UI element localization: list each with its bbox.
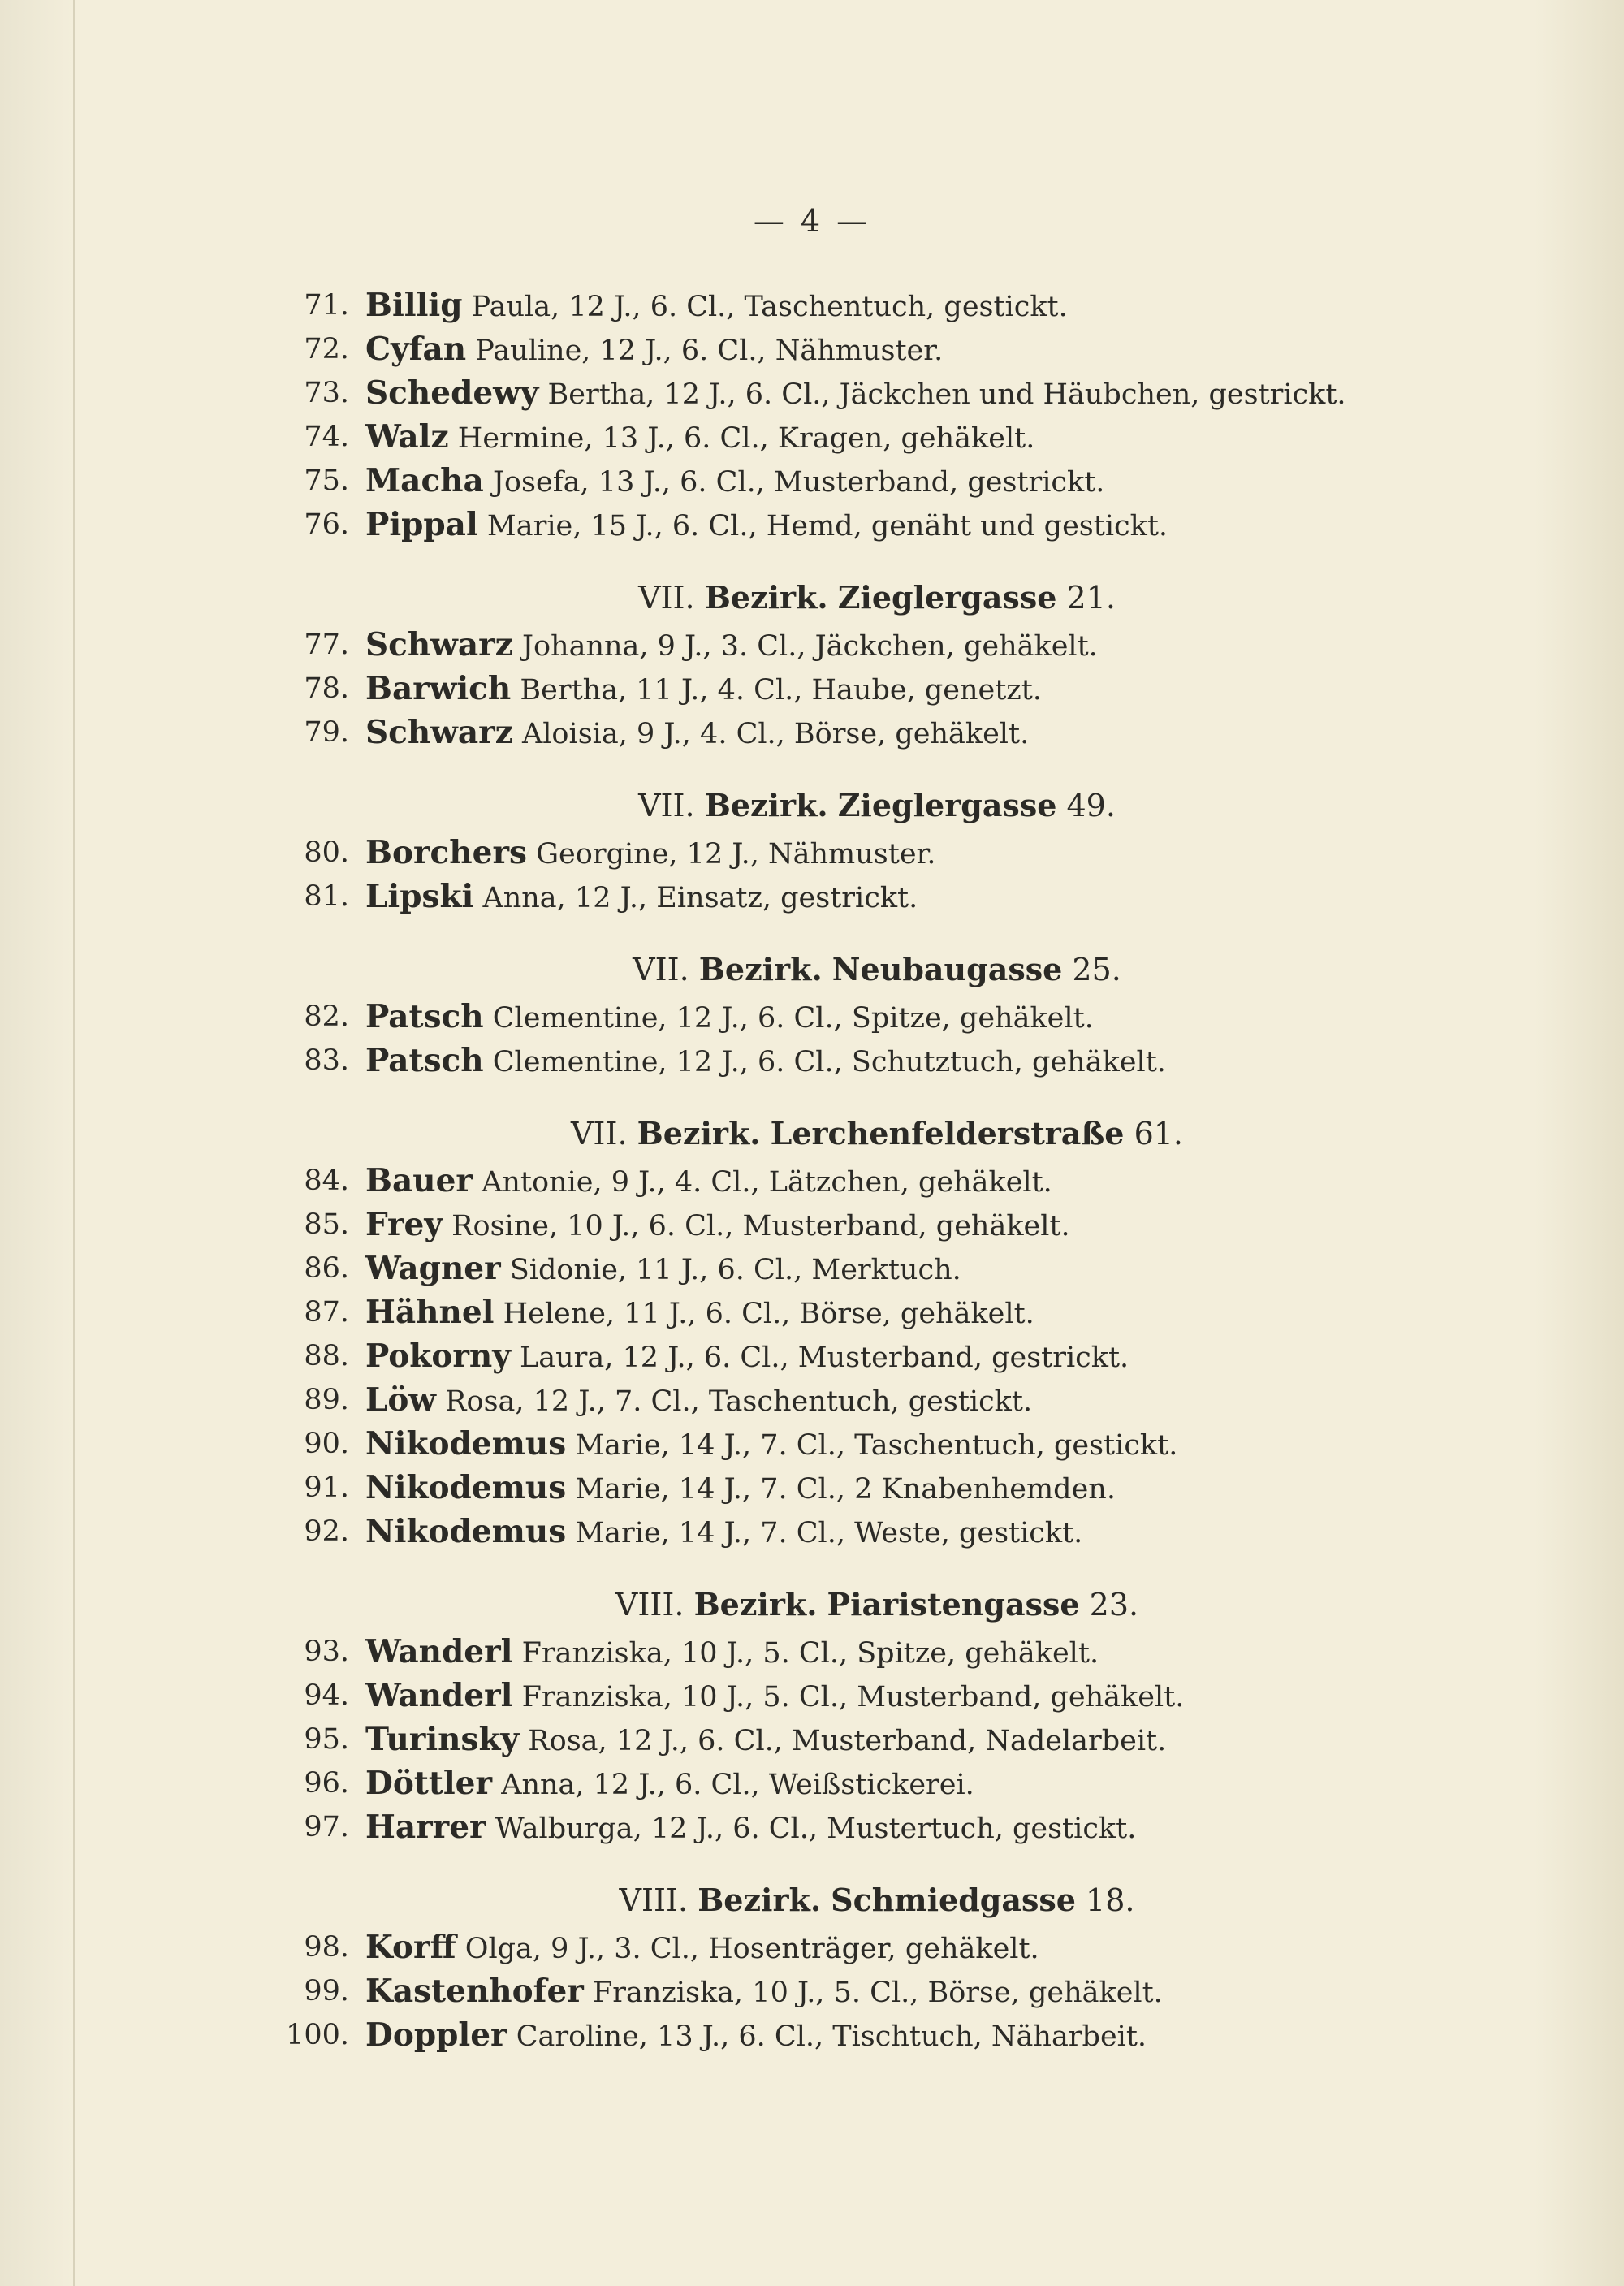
list-item [304,832,1437,875]
entry-number: 80. [304,836,349,869]
entry-surname: Macha [365,462,484,499]
heading-number: 61. [1134,1116,1183,1152]
entry-number: 72. [304,333,349,365]
heading-district: VIII. [619,1882,689,1918]
entry-number: 86. [304,1252,349,1285]
entry-number: 71. [304,289,349,322]
entry-number: 74. [304,421,349,453]
heading-bezirk: Bezirk. [704,787,828,823]
entry-details: Anna, 12 J., Einsatz, gestrickt. [482,882,918,914]
heading-street: Schmiedgasse [831,1882,1076,1918]
entry-details: Olga, 9 J., 3. Cl., Hosenträger, gehäkelt. [464,1933,1039,1965]
district-heading [365,1111,1437,1156]
entry-number: 95. [304,1723,349,1756]
heading-street: Zieglergasse [837,579,1057,616]
entry-details: Marie, 14 J., 7. Cl., Weste, gestickt. [575,1517,1083,1549]
entry-surname: Frey [365,1206,443,1243]
list-item [304,1247,1437,1291]
entry-details: Anna, 12 J., 6. Cl., Weißstickerei. [501,1769,974,1801]
entry-details: Marie, 14 J., 7. Cl., 2 Knabenhemden. [575,1473,1116,1506]
document-body [286,284,1437,2058]
entry-details: Laura, 12 J., 6. Cl., Musterband, gestrickt. [520,1342,1129,1374]
entry-number: 79. [304,716,349,749]
district-heading [365,1878,1437,1923]
list-item [304,1335,1437,1379]
list-item [304,1675,1437,1718]
list-item [304,624,1437,668]
entry-surname: Hähnel [365,1294,495,1331]
entry-details: Hermine, 13 J., 6. Cl., Kragen, gehäkelt. [457,422,1035,455]
list-item [304,1423,1437,1467]
entry-details: Antonie, 9 J., 4. Cl., Lätzchen, gehäkelt. [482,1166,1052,1199]
list-item [304,1510,1437,1554]
entry-number: 83. [304,1044,349,1077]
heading-bezirk: Bezirk. [637,1115,761,1152]
heading-bezirk: Bezirk. [698,951,823,987]
list-item [304,1203,1437,1247]
entry-surname: Bauer [365,1162,473,1199]
entry-number: 89. [304,1384,349,1416]
entry-details: Georgine, 12 J., Nähmuster. [536,838,936,871]
entry-details: Pauline, 12 J., 6. Cl., Nähmuster. [475,335,944,367]
entry-number: 77. [304,629,349,661]
list-item [304,416,1437,460]
entry-number: 81. [304,880,349,913]
list-item [304,1467,1437,1510]
heading-number: 49. [1066,788,1116,823]
entry-number: 98. [304,1931,349,1964]
heading-district: VII. [633,952,689,987]
entry-details: Bertha, 11 J., 4. Cl., Haube, genetzt. [520,674,1042,707]
district-heading [365,947,1437,992]
heading-bezirk: Bezirk. [698,1882,822,1918]
entry-surname: Wagner [365,1250,501,1287]
entry-number: 88. [304,1340,349,1372]
page-number: — 4 — [753,203,871,239]
entry-details: Clementine, 12 J., 6. Cl., Spitze, gehäkelt. [492,1002,1094,1035]
entry-details: Caroline, 13 J., 6. Cl., Tischtuch, Näharbeit. [516,2020,1147,2053]
entry-surname: Doppler [365,2016,508,2054]
entry-details: Marie, 15 J., 6. Cl., Hemd, genäht und gestickt. [486,510,1168,542]
entry-surname: Barwich [365,670,512,707]
entry-details: Walburga, 12 J., 6. Cl., Mustertuch, gestickt. [495,1813,1137,1845]
entry-surname: Patsch [365,998,484,1035]
entry-details: Sidonie, 11 J., 6. Cl., Merktuch. [509,1254,961,1286]
heading-number: 23. [1089,1587,1139,1623]
entry-surname: Borchers [365,834,527,871]
district-heading [365,783,1437,828]
entry-surname: Wanderl [365,1677,513,1714]
entry-details: Rosine, 10 J., 6. Cl., Musterband, gehäkelt. [451,1210,1070,1242]
entry-surname: Wanderl [365,1633,513,1670]
entry-details: Rosa, 12 J., 6. Cl., Musterband, Nadelarbeit. [528,1725,1167,1757]
entry-number: 99. [304,1975,349,2007]
list-item [304,284,1437,328]
list-item [304,711,1437,755]
entry-details: Aloisia, 9 J., 4. Cl., Börse, gehäkelt. [521,718,1030,750]
list-item [304,328,1437,372]
entry-number: 75. [304,465,349,497]
heading-district: VII. [570,1116,628,1152]
entry-surname: Cyfan [365,331,467,368]
heading-street: Zieglergasse [837,787,1057,823]
heading-number: 18. [1086,1882,1135,1918]
entry-number: 84. [304,1165,349,1197]
entry-details: Paula, 12 J., 6. Cl., Taschentuch, gestickt. [471,291,1068,323]
entry-surname: Pokorny [365,1337,511,1375]
list-item [304,1806,1437,1850]
entry-number: 94. [304,1679,349,1712]
list-item [304,875,1437,919]
heading-number: 21. [1066,580,1116,616]
heading-district: VIII. [615,1587,685,1623]
entry-number: 97. [304,1811,349,1843]
heading-district: VII. [638,788,695,823]
entry-surname: Billig [365,287,463,324]
entry-surname: Kastenhofer [365,1973,584,2010]
entry-number: 96. [304,1767,349,1800]
heading-number: 25. [1072,952,1121,987]
list-item [304,1762,1437,1806]
list-item [304,1926,1437,1970]
list-item [304,1631,1437,1675]
list-item [286,2014,1437,2058]
list-item [304,372,1437,416]
entry-number: 73. [304,377,349,409]
list-item [304,460,1437,503]
entry-number: 91. [304,1471,349,1504]
entry-surname: Patsch [365,1042,484,1079]
entry-surname: Döttler [365,1765,493,1802]
list-item [304,1970,1437,2014]
entry-number: 85. [304,1208,349,1241]
heading-street: Neubaugasse [831,951,1063,987]
entry-surname: Pippal [365,506,478,543]
entry-number: 76. [304,508,349,541]
entry-number: 93. [304,1636,349,1668]
district-heading [365,1582,1437,1627]
page-edge [1535,0,1624,2286]
list-item [304,1039,1437,1083]
heading-street: Lerchenfelderstraße [770,1115,1125,1152]
entry-number: 82. [304,1000,349,1033]
entry-details: Bertha, 12 J., 6. Cl., Jäckchen und Häubchen, gestrickt. [547,378,1346,411]
entry-surname: Schwarz [365,626,513,663]
heading-bezirk: Bezirk. [704,579,828,616]
entry-surname: Lipski [365,878,474,915]
entry-number: 90. [304,1428,349,1460]
heading-street: Piaristengasse [827,1586,1080,1623]
entry-details: Johanna, 9 J., 3. Cl., Jäckchen, gehäkelt. [521,630,1098,663]
entry-surname: Schwarz [365,714,513,751]
entry-surname: Nikodemus [365,1513,567,1550]
entry-surname: Korff [365,1929,456,1966]
entry-details: Franziska, 10 J., 5. Cl., Spitze, gehäkelt. [521,1637,1099,1670]
entry-surname: Schedewy [365,374,539,412]
entry-number: 78. [304,672,349,705]
entry-details: Rosa, 12 J., 7. Cl., Taschentuch, gestickt. [445,1385,1033,1418]
heading-district: VII. [638,580,695,616]
entry-number: 100. [286,2019,349,2051]
entry-surname: Turinsky [365,1721,520,1758]
entry-details: Marie, 14 J., 7. Cl., Taschentuch, gestickt. [575,1429,1178,1462]
entry-surname: Walz [365,418,449,456]
entry-details: Clementine, 12 J., 6. Cl., Schutztuch, gehäkelt. [492,1046,1166,1078]
entry-details: Franziska, 10 J., 5. Cl., Börse, gehäkelt. [592,1977,1163,2009]
entry-details: Franziska, 10 J., 5. Cl., Musterband, gehäkelt. [521,1681,1185,1713]
list-item [304,1291,1437,1335]
list-item [304,503,1437,547]
list-item [304,1379,1437,1423]
entry-details: Helene, 11 J., 6. Cl., Börse, gehäkelt. [503,1298,1034,1330]
list-item [304,668,1437,711]
entry-number: 92. [304,1515,349,1548]
list-item [304,1718,1437,1762]
list-item [304,996,1437,1039]
list-item [304,1160,1437,1203]
entry-surname: Löw [365,1381,437,1419]
entry-surname: Nikodemus [365,1425,567,1463]
entry-number: 87. [304,1296,349,1329]
heading-bezirk: Bezirk. [693,1586,818,1623]
district-heading [365,575,1437,620]
entry-details: Josefa, 13 J., 6. Cl., Musterband, gestrickt. [492,466,1105,499]
entry-surname: Nikodemus [365,1469,567,1506]
entry-surname: Harrer [365,1808,486,1846]
